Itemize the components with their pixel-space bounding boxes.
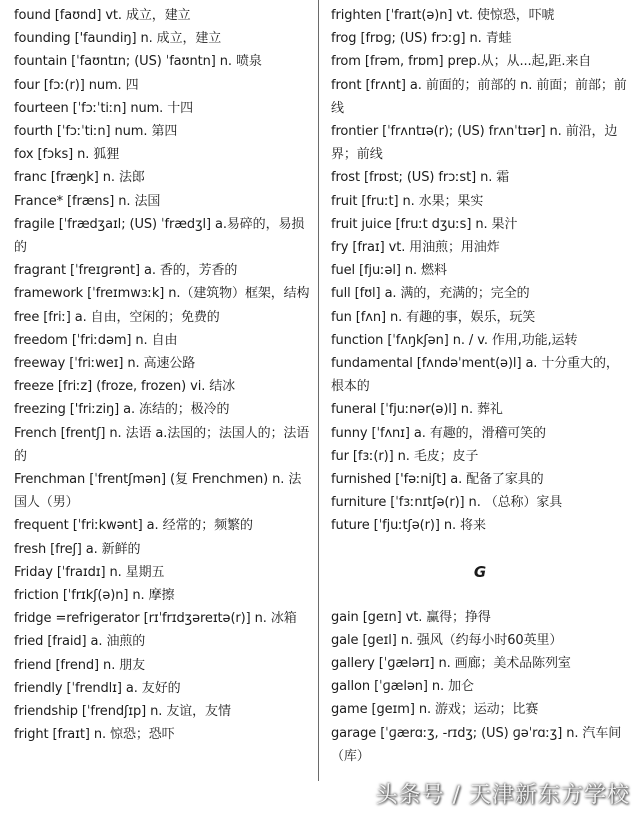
entry-freezing: freezing ['friːziŋ] a. 冻结的；极冷的 — [14, 402, 230, 418]
entry-frighten: frighten [ˈfraɪt(ə)n] vt. 使惊恐，吓唬 — [331, 8, 555, 23]
entry-front: front [frʌnt] a. 前面的；前部的 n. 前面；前部；前线 — [331, 77, 627, 116]
entry-frenchman: Frenchman [ˈfrentʃmən] (复 Frenchmen) n. 法国人（男） — [14, 472, 302, 511]
entry-fox: fox [fɔks] n. 狐狸 — [14, 147, 120, 163]
entry-gain: gain [geɪn] vt. 赢得；挣得 — [331, 609, 491, 625]
entry-france: France* [fræns] n. 法国 — [14, 193, 161, 209]
entry-fundamental: fundamental [fʌndəˈment(ə)l] a. 十分重大的，根本的 — [331, 356, 619, 395]
right-column — [331, 4, 629, 768]
entry-fountain: fountain [ˈfaʊntɪn; (US) ˈfaʊntn] n. 喷泉 — [14, 54, 262, 70]
entry-frontier: frontier [ˈfrʌntɪə(r); (US) frʌnˈtɪər] n. 前沿，边界；前线 — [331, 124, 618, 163]
entry-furnished: furnished ['fəːniʃt] a. 配备了家具的 — [331, 472, 544, 488]
entry-french: French [frentʃ] n. 法语 a.法国的；法国人的；法语的 — [14, 425, 310, 464]
left-column — [14, 4, 314, 747]
entry-function: function [ˈfʌŋkʃən] n. / v. 作用,功能,运转 — [331, 332, 578, 348]
entry-frequent: frequent [ˈfriːkwənt] a. 经常的；频繁的 — [14, 518, 253, 534]
section-letter-heading: G — [473, 562, 487, 581]
entry-from: from [frəm, frɒm] prep.从；从...起,距.来自 — [331, 54, 592, 70]
entry-fright: fright [fraɪt] n. 惊恐；恐吓 — [14, 727, 175, 743]
entry-frog: frog [frɒɡ; (US) frɔːɡ] n. 青蛙 — [331, 31, 512, 47]
entry-freeze: freeze [friːz] (froze, frozen) vi. 结冰 — [14, 379, 236, 395]
entry-fry: fry [fraɪ] vt. 用油煎；用油炸 — [331, 240, 500, 256]
entry-friction: friction [ˈfrɪkʃ(ə)n] n. 摩擦 — [14, 588, 175, 604]
entry-fresh: fresh [freʃ] a. 新鲜的 — [14, 541, 141, 557]
entry-fruit: fruit [fruːt] n. 水果；果实 — [331, 193, 484, 209]
entry-garage: garage [ˈɡærɑːʒ, -rɪdʒ; (US) ɡəˈrɑːʒ] n. 汽车间（库） — [331, 725, 622, 764]
entry-fragrant: fragrant [ˈfreɪɡrənt] a. 香的，芳香的 — [14, 263, 238, 279]
entry-fourteen: fourteen [ˈfɔːˈtiːn] num. 十四 — [14, 100, 194, 116]
watermark: 头条号 / 天津新东方学校 — [375, 783, 630, 808]
entry-fragile: fragile [ˈfrædʒaɪl; (US) ˈfrædʒl] a.易碎的，易损的 — [14, 216, 305, 256]
entry-framework: framework [ˈfreɪmwɜːk] n.（建筑物）框架，结构 — [14, 286, 310, 302]
entry-freedom: freedom [ˈfriːdəm] n. 自由 — [14, 332, 178, 348]
entry-furniture: furniture [ˈfɜːnɪtʃə(r)] n. （总称）家具 — [331, 495, 563, 511]
entry-fruit-juice: fruit juice [fruːt dʒuːs] n. 果汁 — [331, 216, 518, 232]
entry-freeway: freeway [ˈfriːweɪ] n. 高速公路 — [14, 356, 196, 372]
entry-four: four [fɔː(r)] num. 四 — [14, 77, 139, 93]
entry-fried: fried [fraid] a. 油煎的 — [14, 634, 146, 650]
entry-franc: franc [fræŋk] n. 法郎 — [14, 170, 145, 186]
entry-funeral: funeral [ˈfjuːnər(ə)l] n. 葬礼 — [331, 402, 503, 418]
entry-frost: frost [frɒst; (US) frɔːst] n. 霜 — [331, 170, 510, 186]
entry-gale: gale [geɪl] n. 强风（约每小时60英里） — [331, 632, 563, 648]
entry-free: free [friː] a. 自由，空闲的；免费的 — [14, 309, 220, 325]
entry-fun: fun [fʌn] n. 有趣的事，娱乐，玩笑 — [331, 309, 536, 325]
entry-friday: Friday [ˈfraɪdɪ] n. 星期五 — [14, 564, 165, 580]
column-divider — [318, 0, 319, 781]
entry-founding: founding ['faundiŋ] n. 成立，建立 — [14, 31, 222, 47]
entry-fourth: fourth [ˈfɔːˈtiːn] num. 第四 — [14, 124, 178, 140]
entry-fur: fur [fɜː(r)] n. 毛皮；皮子 — [331, 448, 479, 464]
entry-future: future [ˈfjuːtʃə(r)] n. 将来 — [331, 518, 486, 534]
entry-funny: funny [ˈfʌnɪ] a. 有趣的，滑稽可笑的 — [331, 425, 546, 441]
entry-friendly: friendly [ˈfrendlɪ] a. 友好的 — [14, 680, 181, 696]
entry-friend: friend [frend] n. 朋友 — [14, 657, 146, 673]
entry-fuel: fuel [fjuːəl] n. 燃料 — [331, 263, 447, 279]
entry-fridge: fridge =refrigerator [rɪˈfrɪdʒəreɪtə(r)] n. 冰箱 — [14, 611, 297, 627]
entry-gallon: gallon [ˈɡælən] n. 加仑 — [331, 679, 474, 695]
entry-game: game [geɪm] n. 游戏；运动；比赛 — [331, 702, 539, 718]
entry-gallery: gallery [ˈɡælərɪ] n. 画廊；美术品陈列室 — [331, 656, 571, 672]
entry-full: full [fʊl] a. 满的，充满的；完全的 — [331, 286, 530, 302]
entry-friendship: friendship [ˈfrendʃɪp] n. 友谊，友情 — [14, 704, 231, 720]
entry-found: found [faʊnd] vt. 成立，建立 — [14, 8, 191, 23]
